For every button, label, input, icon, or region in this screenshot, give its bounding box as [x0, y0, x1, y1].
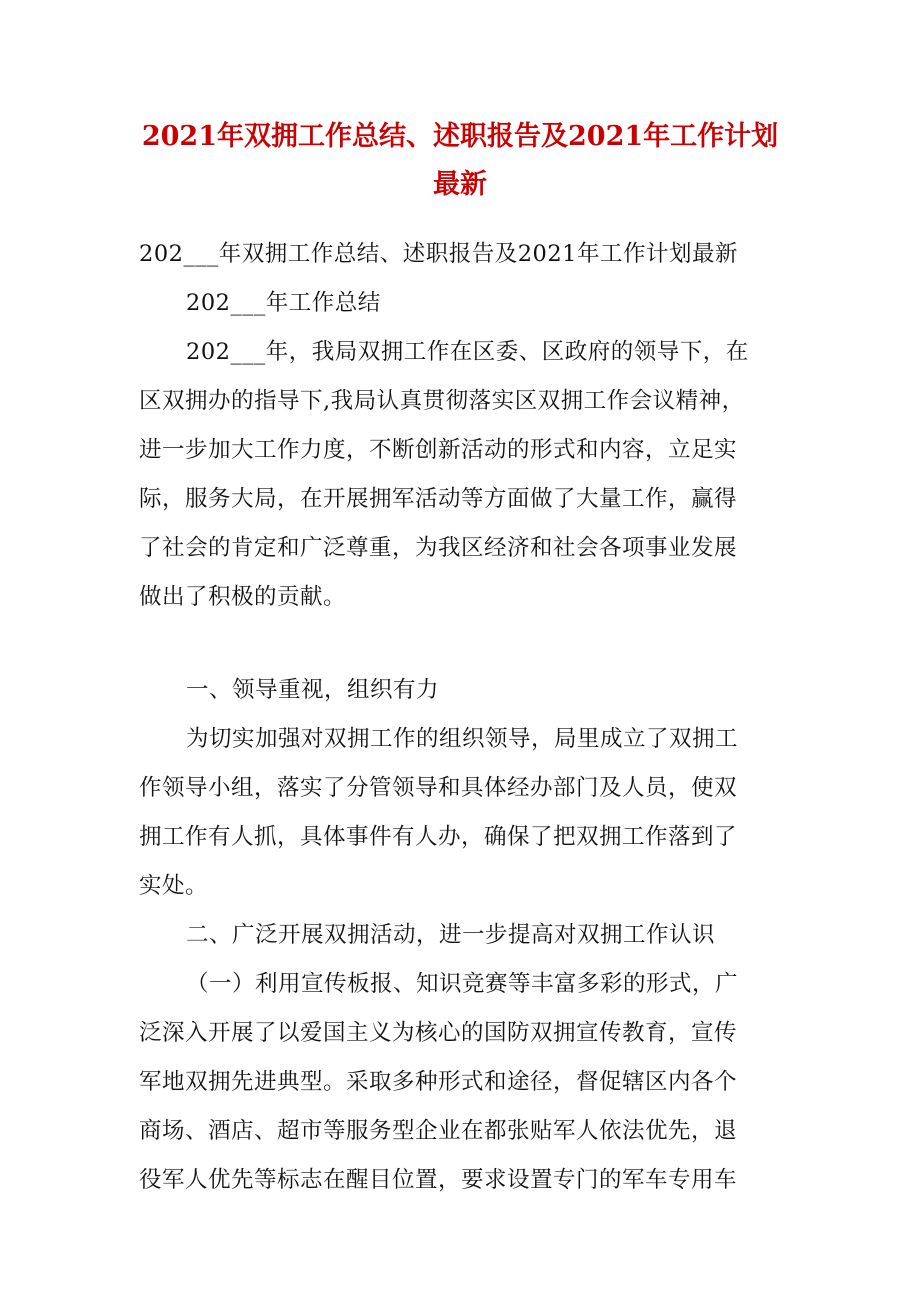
paragraph-line: （一）利用宣传板报、知识竞赛等丰富多彩的形式，广	[186, 971, 739, 997]
paragraph-line: 做出了积极的贡献。	[139, 584, 347, 610]
paragraph-line: 为切实加强对双拥工作的组织领导，局里成立了双拥工	[186, 726, 739, 752]
paragraph-line: 进一步加大工作力度，不断创新活动的形式和内容，立足实	[139, 437, 738, 463]
body-line-subtitle: 202___年双拥工作总结、述职报告及2021年工作计划最新	[139, 241, 738, 267]
paragraph-line: 军地双拥先进典型。采取多种形式和途径，督促辖区内各个	[139, 1069, 738, 1095]
document-title-line-2: 最新	[433, 169, 487, 200]
paragraph-line: 202___年，我局双拥工作在区委、区政府的领导下，在	[186, 339, 749, 365]
section-heading-1: 一、领导重视，组织有力	[186, 677, 440, 703]
paragraph-line: 区双拥办的指导下,我局认真贯彻落实区双拥工作会议精神，	[139, 388, 745, 414]
document-title-line-1: 2021年双拥工作总结、述职报告及2021年工作计划	[141, 121, 779, 152]
paragraph-line: 际，服务大局，在开展拥军活动等方面做了大量工作，赢得	[139, 486, 738, 512]
section-heading-2: 二、广泛开展双拥活动，进一步提高对双拥工作认识	[186, 922, 716, 948]
paragraph-line: 役军人优先等标志在醒目位置，要求设置专门的军车专用车	[139, 1167, 738, 1193]
paragraph-line: 拥工作有人抓，具体事件有人办，确保了把双拥工作落到了	[139, 824, 738, 850]
paragraph-line: 了社会的肯定和广泛尊重，为我区经济和社会各项事业发展	[139, 535, 738, 561]
paragraph-line: 商场、酒店、超市等服务型企业在都张贴军人依法优先，退	[139, 1118, 738, 1144]
paragraph-line: 作领导小组，落实了分管领导和具体经办部门及人员，使双	[139, 775, 738, 801]
paragraph-line: 泛深入开展了以爱国主义为核心的国防双拥宣传教育，宣传	[139, 1020, 738, 1046]
section-heading-summary: 202___年工作总结	[186, 290, 381, 316]
paragraph-line: 实处。	[139, 873, 209, 899]
